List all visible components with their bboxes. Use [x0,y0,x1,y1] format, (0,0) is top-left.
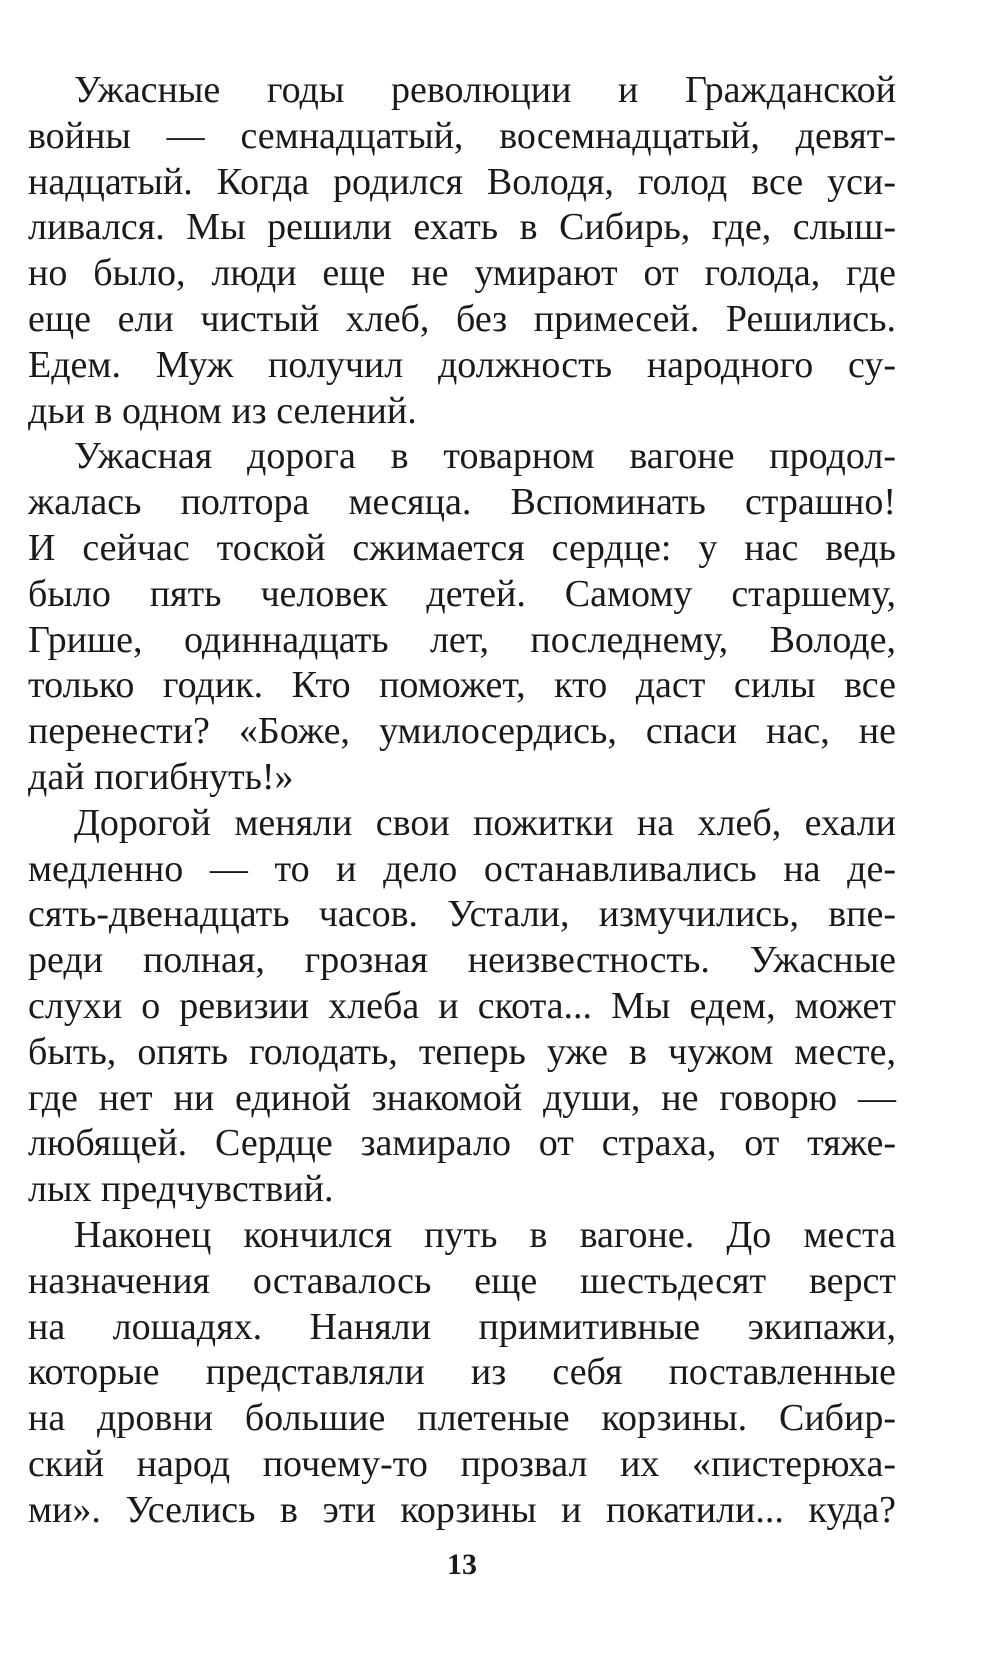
text-line: слухи о ревизии хлеба и скота... Мы едем, может [28,984,896,1027]
text-line: на дровни большие плетеные корзины. Сибир- [28,1397,896,1440]
page-text [28,68,896,1534]
text-line: любящей. Сердце замирало от страха, от тяже- [28,1122,896,1165]
text-line: быть, опять голодать, теперь уже в чужом месте, [28,1030,896,1073]
text-line: но было, люди еще не умирают от голода, где [28,252,896,295]
text-line: еще ели чистый хлеб, без примесей. Решились. [28,297,896,340]
text-line: было пять человек детей. Самому старшему, [28,572,896,615]
text-line: ливался. Мы решили ехать в Сибирь, где, слыш- [28,206,896,249]
paragraph-1 [28,68,896,434]
text-line: Дорогой меняли свои пожитки на хлеб, ехали [74,801,896,844]
text-line: Наконец кончился путь в вагоне. До места [74,1213,896,1256]
text-line: Ужасные годы революции и Гражданской [74,69,896,111]
text-line: только годик. Кто поможет, кто даст силы все [28,664,896,707]
paragraph-4 [28,1213,896,1534]
text-line: Грише, одиннадцать лет, последнему, Володе, [28,618,896,661]
text-line: И сейчас тоской сжимается сердце: у нас ведь [28,526,896,569]
text-line: дьи в одном из селений. [28,389,417,432]
text-line: назначения оставалось еще шестьдесят верст [28,1259,896,1302]
text-line: реди полная, грозная неизвестность. Ужасные [28,939,896,982]
text-line: жалась полтора месяца. Вспоминать страшно! [28,481,896,524]
text-line: медленно — то и дело останавливались на де- [28,847,896,890]
text-line: сять-двенадцать часов. Устали, измучились, впе- [28,893,896,936]
text-line: Ужасная дорога в товарном вагоне продол- [74,435,896,478]
text-line: перенести? «Боже, умилосердись, спаси нас, не [28,710,896,753]
text-line: на лошадях. Наняли примитивные экипажи, [28,1305,896,1348]
paragraph-3 [28,801,896,1213]
page-number: 13 [447,1548,477,1581]
text-line: где нет ни единой знакомой души, не говорю — [28,1076,896,1119]
text-line: Едем. Муж получил должность народного су- [28,343,896,386]
text-line: ми». Уселись в эти корзины и покатили... куда? [28,1488,896,1531]
text-line: надцатый. Когда родился Володя, голод все уси- [28,160,896,203]
text-line: дай погибнуть!» [28,755,294,798]
text-line: лых предчувствий. [28,1168,334,1211]
text-line: войны — семнадцатый, восемнадцатый, девят- [28,114,896,157]
text-line: которые представляли из себя поставленные [28,1351,896,1394]
paragraph-2 [28,434,896,800]
text-line: ский народ почему-то прозвал их «пистерюха- [28,1442,896,1485]
